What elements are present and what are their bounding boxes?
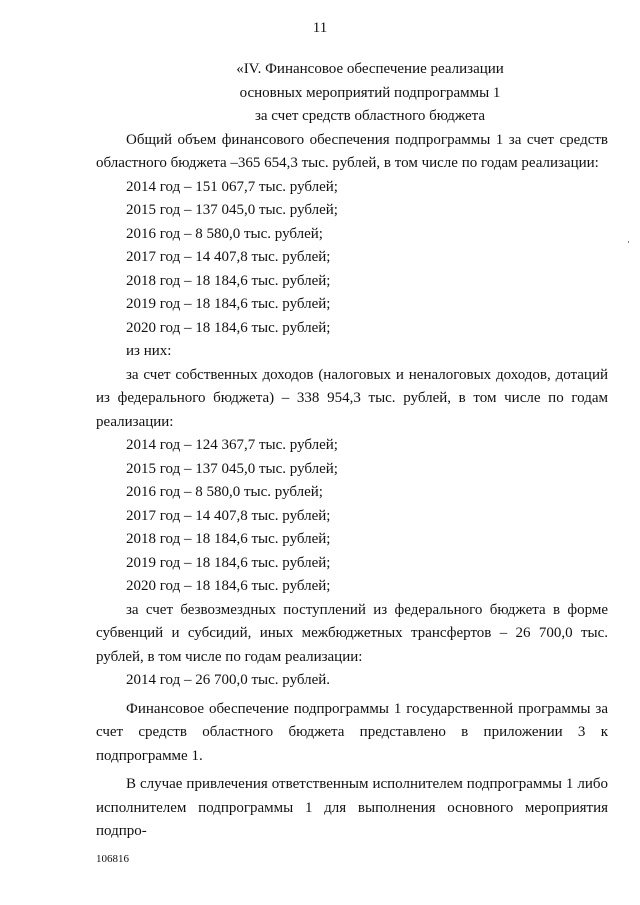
year-line: 2014 год – 151 067,7 тыс. рублей; — [126, 178, 338, 195]
heading-line: за счет средств областного бюджета — [254, 108, 486, 124]
page-body — [96, 58, 608, 844]
page-number: 11 — [312, 20, 328, 36]
appendix-note-paragraph: Финансовое обеспечение подпрограммы 1 государственной программы за счет средств областного бюджета представлено в приложении 3 к подпрограмме 1. — [96, 700, 608, 764]
year-line: 2014 год – 26 700,0 тыс. рублей. — [126, 672, 331, 688]
heading-line: «IV. Финансовое обеспечение реализации — [236, 61, 504, 77]
year-line: 2014 год – 124 367,7 тыс. рублей; — [126, 437, 338, 453]
year-line: 2019 год – 18 184,6 тыс. рублей; — [126, 554, 331, 571]
year-line: 2018 год – 18 184,6 тыс. рублей; — [126, 531, 331, 547]
year-line: 2016 год – 8 580,0 тыс. рублей; — [126, 484, 323, 500]
federal-transfers-paragraph: за счет безвозмездных поступлений из федерального бюджета в форме субвенций и субсидий, иных межбюджетных трансфертов – 26 700,0 тыс. рублей, в том числе по годам реализации: — [96, 601, 608, 665]
own-income-paragraph: за счет собственных доходов (налоговых и неналоговых доходов, дотаций из федерального бюджета) – 338 954,3 тыс. рублей, в том числе по годам реализации: — [96, 366, 608, 430]
year-line: 2018 год – 18 184,6 тыс. рублей; — [126, 272, 331, 289]
year-line: 2017 год – 14 407,8 тыс. рублей; — [126, 249, 331, 265]
closing-paragraph: В случае привлечения ответственным исполнителем подпрограммы 1 либо исполнителем подпрограммы 1 для выполнения основного мероприятия подпро- — [96, 776, 608, 839]
year-line: 2019 год – 18 184,6 тыс. рублей; — [126, 296, 331, 312]
of-which-label: из них: — [126, 343, 172, 359]
heading-line: основных мероприятий подпрограммы 1 — [239, 84, 501, 101]
year-line: 2020 год – 18 184,6 тыс. рублей; — [126, 319, 331, 336]
section-heading — [96, 58, 608, 129]
scan-speck — [628, 241, 629, 243]
total-by-year-list — [96, 176, 608, 341]
year-line: 2015 год – 137 045,0 тыс. рублей; — [126, 460, 338, 477]
own-by-year-list — [96, 434, 608, 599]
year-line: 2016 год – 8 580,0 тыс. рублей; — [126, 225, 323, 242]
year-line: 2015 год – 137 045,0 тыс. рублей; — [126, 202, 338, 218]
federal-by-year-list — [96, 669, 608, 693]
document-code: 106816 — [96, 853, 129, 865]
intro-paragraph: Общий объем финансового обеспечения подпрограммы 1 за счет средств областного бюджета –365 654,3 тыс. рублей, в том числе по годам реализации: — [96, 131, 608, 171]
year-line: 2020 год – 18 184,6 тыс. рублей; — [126, 578, 331, 594]
year-line: 2017 год – 14 407,8 тыс. рублей; — [126, 507, 331, 524]
